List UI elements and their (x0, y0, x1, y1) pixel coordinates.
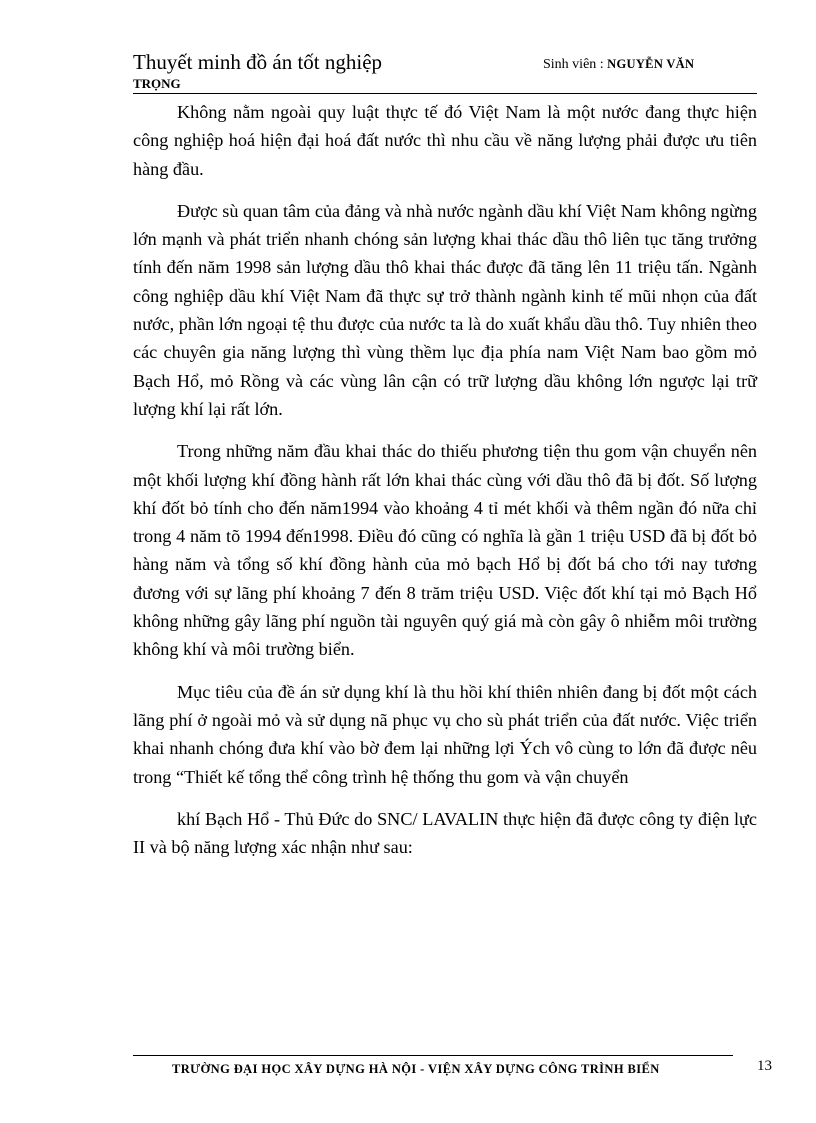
student-name: NGUYỄN VĂN (607, 57, 695, 71)
header-title: Thuyết minh đồ án tốt nghiệp (133, 50, 383, 74)
paragraph: Mục tiêu của đề án sử dụng khí là thu hồi khí thiên nhiên đang bị đốt một cách lãng phí ở ngoài mỏ và sử dụng nã phục vụ cho sù phát triển của đất nước. Việc triển khai nhanh chóng đưa khí vào bờ đem lại những lợi Ých vô cùng to lớn đã được nêu trong “Thiết kế tổng thể công trình hệ thống thu gom và vận chuyển (133, 681, 757, 787)
document-body (133, 98, 757, 861)
page-number: 13 (757, 1058, 772, 1074)
paragraph: Trong những năm đầu khai thác do thiếu phương tiện thu gom vận chuyển nên một khối lượng khí đồng hành rất lớn khai thác cùng với dầu thô đã bị đốt. Số lượng khí đốt bỏ tính cho đến năm1994 vào khoảng 4 tỉ mét khối và thêm ngần đó nữa chỉ trong 4 năm tõ 1994 đến1998. Điều đó cũng có nghĩa là gần 1 triệu USD đã bị đốt bỏ hàng năm và tổng số khí đồng hành của mỏ bạch Hổ bị đốt bá cho tới nay tương đương với sự lãng phí khoảng 7 đến 8 trăm triệu USD. Việc đốt khí tại mỏ Bạch Hổ không những gây lãng phí nguồn tài nguyên quý giá mà còn gây ô nhiễm môi trường không khí và môi trường biển. (133, 441, 757, 660)
paragraph: khí Bạch Hổ - Thủ Đức do SNC/ LAVALIN thực hiện đã được công ty điện lực II và bộ năng lượng xác nhận như sau: (133, 808, 757, 858)
paragraph: Không nằm ngoài quy luật thực tế đó Việt Nam là một nước đang thực hiện công nghiệp hoá hiện đại hoá đất nước thì nhu cầu về năng lượng phải được ưu tiên hàng đầu. (133, 102, 757, 179)
paragraph: Được sù quan tâm của đảng và nhà nước ngành dầu khí Việt Nam không ngừng lớn mạnh và phát triển nhanh chóng sản lượng khai thác dầu thô liên tục tăng trưởng tính đến năm 1998 sản lượng dầu thô khai thác được đã tăng lên 11 triệu tấn. Ngành công nghiệp dầu khí Việt Nam đã thực sự trở thành ngành kinh tế mũi nhọn của đất nước, phần lớn ngoại tệ thu được của nước ta là do xuất khẩu dầu thô. Tuy nhiên theo các chuyên gia năng lượng thì vùng thềm lục địa phía nam Việt Nam bao gồm mỏ Bạch Hổ, mỏ Rồng và các vùng lân cận có trữ lượng dầu không lớn ngược lại trữ lượng khí lại rất lớn. (133, 200, 757, 419)
footer-text: TRƯỜNG ĐẠI HỌC XÂY DỰNG HÀ NỘI - VIỆN XÂY DỰNG CÔNG TRÌNH BIỂN (172, 1062, 660, 1076)
header-student (543, 57, 694, 73)
student-name-continued: TRỌNG (133, 76, 181, 91)
header-rule (133, 93, 757, 94)
footer-rule (133, 1055, 733, 1056)
student-label: Sinh viên : (543, 57, 608, 72)
